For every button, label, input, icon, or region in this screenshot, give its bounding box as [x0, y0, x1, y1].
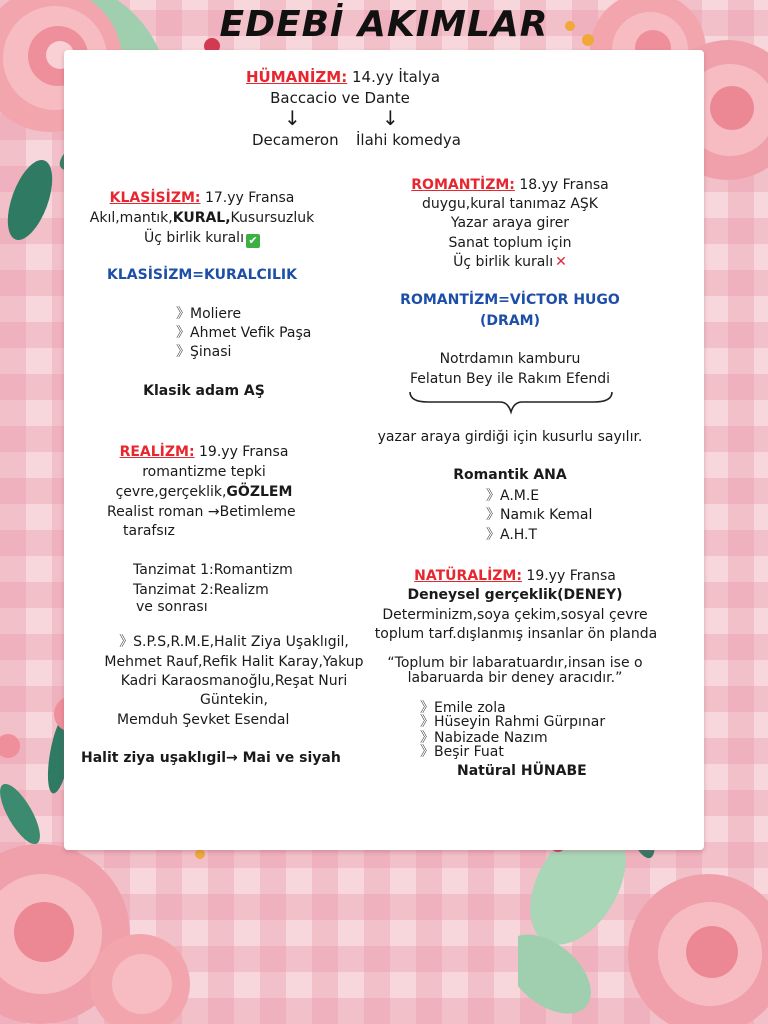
realizm-info: 19.yy Fransa	[194, 444, 289, 460]
klasisizm-author-3: 》Şinasi	[176, 344, 232, 360]
page-title: EDEBİ AKIMLAR	[219, 4, 549, 45]
klasisizm-info: 17.yy Fransa	[200, 190, 295, 206]
humanizm-work-ilahi-komedya: İlahi komedya	[356, 131, 461, 149]
tanzimat-2: Tanzimat 2:Realizm	[133, 582, 269, 598]
romantizm-line-1: duygu,kural tanımaz AŞK	[422, 196, 598, 212]
romantizm-work-2: Felatun Bey ile Rakım Efendi	[410, 371, 610, 387]
check-mark-icon: ✔	[246, 234, 260, 248]
arrow-down-icon: ↓	[284, 106, 301, 130]
naturalizm-author-2: 》Hüseyin Rahmi Gürpınar	[420, 714, 606, 730]
realizm-authors-5: Memduh Şevket Esendal	[117, 712, 290, 728]
realizm-authors-1: 》S.P.S,R.M.E,Halit Ziya Uşaklıgil,	[119, 634, 349, 650]
klasisizm-author-1: 》Moliere	[176, 306, 242, 322]
romantizm-heading	[396, 176, 624, 195]
naturalizm-author-3: 》Nabizade Nazım	[420, 730, 548, 746]
realizm-line-4: tarafsız	[123, 523, 175, 539]
humanizm-info: 14.yy İtalya	[347, 68, 441, 86]
romantizm-rule: Üç birlik kuralı ✕	[453, 254, 567, 270]
romantizm-mnemonic: Romantik ANA	[453, 467, 567, 483]
klasisizm-features: Akıl,mantık,KURAL,Kusursuzluk	[89, 210, 315, 226]
romantizm-author-3: 》A.H.T	[486, 527, 538, 543]
realizm-authors-2: Mehmet Rauf,Refik Halit Karay,Yakup	[104, 654, 364, 670]
klasisizm-rule: Üç birlik kuralı ✔	[84, 229, 320, 248]
naturalizm-line-3: toplum tarf.dışlanmış insanlar ön planda	[374, 626, 658, 642]
romantizm-equation-sub: (DRAM)	[480, 313, 540, 329]
realizm-line-1: romantizme tepki	[142, 464, 266, 480]
humanizm-work-decameron: Decameron	[252, 131, 339, 149]
naturalizm-line-1: Deneysel gerçeklik(DENEY)	[407, 587, 623, 603]
realizm-line-2: çevre,gerçeklik,GÖZLEM	[115, 484, 293, 500]
realizm-authors-4: Güntekin,	[199, 692, 269, 708]
naturalizm-info: 19.yy Fransa	[521, 568, 616, 584]
realizm-authors-3: Kadri Karaosmanoğlu,Reşat Nuri	[120, 673, 348, 689]
romantizm-note: yazar araya girdiği için kusurlu sayılır.	[377, 429, 643, 445]
naturalizm-mnemonic: Natüral HÜNABE	[457, 763, 587, 779]
klasisizm-author-2: 》Ahmet Vefik Paşa	[176, 325, 312, 341]
cross-mark-icon: ✕	[555, 254, 567, 270]
klasisizm-label: KLASİSİZM:	[109, 190, 201, 206]
naturalizm-label: NATÜRALİZM:	[414, 568, 522, 584]
romantizm-info: 18.yy Fransa	[514, 177, 609, 193]
naturalizm-heading	[400, 567, 630, 586]
romantizm-label: ROMANTİZM:	[411, 177, 515, 193]
naturalizm-author-1: 》Emile zola	[420, 700, 506, 716]
tanzimat-3: ve sonrası	[136, 599, 208, 615]
naturalizm-line-2: Determinizm,soya çekim,sosyal çevre	[382, 607, 648, 623]
arrow-down-icon: ↓	[382, 106, 399, 130]
naturalizm-quote-1: “Toplum bir labaratuardır,insan ise o	[387, 655, 643, 671]
humanizm-authors: Baccacio ve Dante	[270, 89, 410, 107]
humanizm-label: HÜMANİZM:	[246, 68, 348, 86]
realizm-heading	[94, 443, 314, 462]
curly-brace-icon	[408, 388, 614, 416]
naturalizm-author-4: 》Beşir Fuat	[420, 744, 504, 760]
klasisizm-heading	[84, 189, 320, 208]
realizm-example: Halit ziya uşaklıgil→ Mai ve siyah	[81, 750, 341, 766]
romantizm-author-1: 》A.M.E	[486, 488, 540, 504]
klasisizm-equation: KLASİSİZM=KURALCILIK	[107, 267, 297, 283]
humanizm-heading	[246, 68, 440, 87]
romantizm-line-3: Sanat toplum için	[448, 235, 572, 251]
realizm-label: REALİZM:	[119, 444, 195, 460]
klasisizm-mnemonic: Klasik adam AŞ	[143, 383, 265, 399]
romantizm-line-2: Yazar araya girer	[450, 215, 570, 231]
romantizm-work-1: Notrdamın kamburu	[439, 351, 581, 367]
tanzimat-1: Tanzimat 1:Romantizm	[133, 562, 293, 578]
romantizm-equation: ROMANTİZM=VİCTOR HUGO	[400, 292, 620, 308]
realizm-line-3: Realist roman →Betimleme	[107, 504, 296, 520]
naturalizm-quote-2: labaruarda bir deney aracıdır.”	[407, 670, 623, 686]
romantizm-author-2: 》Namık Kemal	[486, 507, 593, 523]
